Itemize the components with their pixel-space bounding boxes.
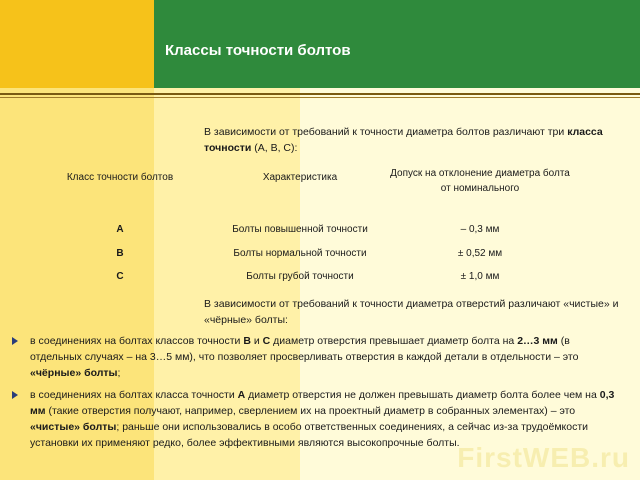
bullet-text-run: диаметр отверстия превышает диаметр болта на — [270, 335, 518, 347]
table-row — [30, 244, 630, 264]
bullet-text-run: (такие отверстия получают, например, сверлением их на проектный диаметр в собранных элементах) – это — [45, 405, 576, 417]
header-divider-thin — [0, 97, 640, 98]
bullet-text-run: ; раньше они использовались в особо ответственных соединениях, а сейчас из-за трудоёмкости установки их применяют редко, более эффективными являются высокопрочные болты. — [30, 421, 589, 449]
watermark-logo: FirstWEB.ru — [457, 442, 630, 473]
bullet-bold-text: 2…3 мм — [517, 335, 558, 347]
table-cell-desc: Болты повышенной точности — [232, 224, 368, 235]
header-divider — [0, 93, 640, 95]
table-cell-class: С — [116, 271, 124, 282]
header-accent-block — [0, 0, 154, 88]
page-title: Классы точности болтов — [165, 42, 351, 59]
holes-paragraph: В зависимости от требований к точности диаметра отверстий различают «чистые» и «чёрные» болты: — [204, 298, 619, 326]
bullet-text — [30, 335, 578, 379]
triangle-bullet-icon — [12, 337, 18, 345]
table-cell-tol: ± 0,52 мм — [457, 248, 503, 259]
table-header-class: Класс точности болтов — [66, 172, 174, 183]
table-cell-tol: – 0,3 мм — [460, 224, 500, 235]
bullet-list — [12, 333, 624, 457]
bullet-text — [30, 389, 614, 449]
bullet-text-run: и — [250, 335, 263, 347]
bullet-text-run: в соединениях на болтах класса точности — [30, 389, 238, 401]
bullet-text-run: (в отдельных случаях – на 3…5 мм), что позволяет просверливать отверстия в каждой детали в отдельности – это — [30, 335, 579, 363]
table-cell-desc: Болты нормальной точности — [233, 248, 367, 259]
triangle-bullet-icon — [12, 391, 18, 399]
table-header-characteristic: Характеристика — [262, 172, 338, 183]
bullet-bold-text: В — [243, 335, 251, 347]
bullet-text-run: ; — [117, 367, 121, 379]
bullet-text-run: диаметр отверстия не должен превышать диаметр болта более чем на — [245, 389, 600, 401]
table-cell-class: В — [116, 248, 124, 259]
list-item — [12, 333, 624, 381]
bullet-bold-text: «чистые» болты — [30, 421, 117, 433]
table-cell-tol: ± 1,0 мм — [460, 271, 500, 282]
intro-bold: класса точности — [204, 126, 603, 154]
intro-text-2: (А, В, С): — [251, 142, 298, 154]
table-row — [30, 267, 630, 287]
intro-text-1: В зависимости от требований к точности диаметра болтов различают три — [204, 126, 568, 138]
table-header-tolerance: Допуск на отклонение диаметра болта от номинального — [390, 168, 570, 194]
table-cell-desc: Болты грубой точности — [246, 271, 354, 282]
intro-paragraph — [204, 124, 624, 156]
bullet-bold-text: А — [237, 389, 246, 401]
bullet-text-run: в соединениях на болтах классов точности — [30, 335, 244, 347]
bullet-bold-text: 0,3 мм — [30, 389, 615, 417]
bullet-bold-text: С — [262, 335, 271, 347]
bullet-bold-text: «чёрные» болты — [30, 367, 118, 379]
table-row — [30, 220, 630, 240]
table-cell-class: А — [116, 224, 124, 235]
